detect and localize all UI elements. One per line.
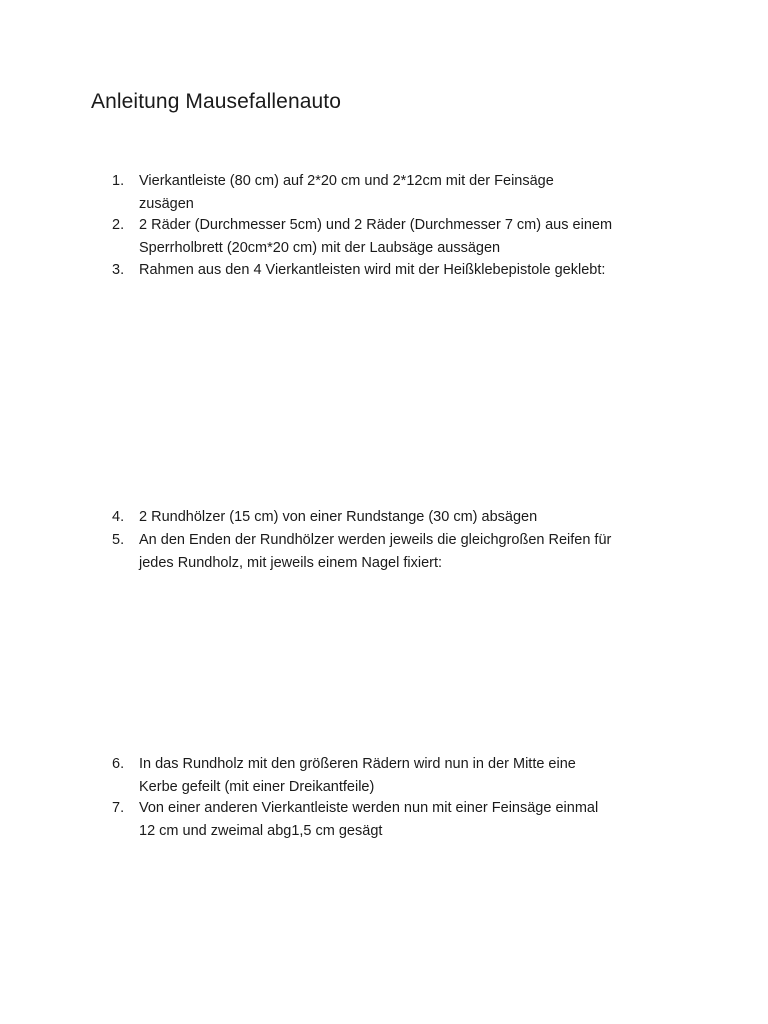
- step-text-line: In das Rundholz mit den größeren Rädern wird nun in der Mitte eine: [139, 756, 576, 772]
- step-text-line: 2 Rundhölzer (15 cm) von einer Rundstange (30 cm) absägen: [139, 509, 538, 525]
- step-item-7: [112, 797, 712, 843]
- step-number: 7.: [112, 800, 125, 816]
- step-text-line: Vierkantleiste (80 cm) auf 2*20 cm und 2*12cm mit der Feinsäge: [139, 173, 554, 189]
- step-item-4: [112, 506, 712, 529]
- step-number: 1.: [112, 173, 125, 189]
- step-text-line: Kerbe gefeilt (mit einer Dreikantfeile): [139, 779, 375, 795]
- step-text-line: 2 Räder (Durchmesser 5cm) und 2 Räder (Durchmesser 7 cm) aus einem: [139, 217, 613, 233]
- step-number: 4.: [112, 509, 125, 525]
- step-item-6: [112, 753, 712, 799]
- step-item-2: [112, 214, 712, 260]
- document-title: Anleitung Mausefallenauto: [91, 90, 342, 113]
- step-text-line: Rahmen aus den 4 Vierkantleisten wird mit der Heißklebepistole geklebt:: [139, 262, 606, 278]
- step-number: 3.: [112, 262, 125, 278]
- step-number: 2.: [112, 217, 125, 233]
- step-text-line: zusägen: [139, 196, 194, 212]
- step-number: 6.: [112, 756, 125, 772]
- step-text-line: An den Enden der Rundhölzer werden jeweils die gleichgroßen Reifen für: [139, 532, 612, 548]
- step-text-line: jedes Rundholz, mit jeweils einem Nagel fixiert:: [139, 555, 443, 571]
- step-text-line: Sperrholbrett (20cm*20 cm) mit der Laubsäge aussägen: [139, 240, 501, 256]
- step-text-line: 12 cm und zweimal abg1,5 cm gesägt: [139, 823, 383, 839]
- step-item-3: [112, 259, 712, 282]
- step-item-1: [112, 170, 712, 216]
- step-item-5: [112, 529, 712, 575]
- step-text-line: Von einer anderen Vierkantleiste werden nun mit einer Feinsäge einmal: [139, 800, 599, 816]
- step-number: 5.: [112, 532, 125, 548]
